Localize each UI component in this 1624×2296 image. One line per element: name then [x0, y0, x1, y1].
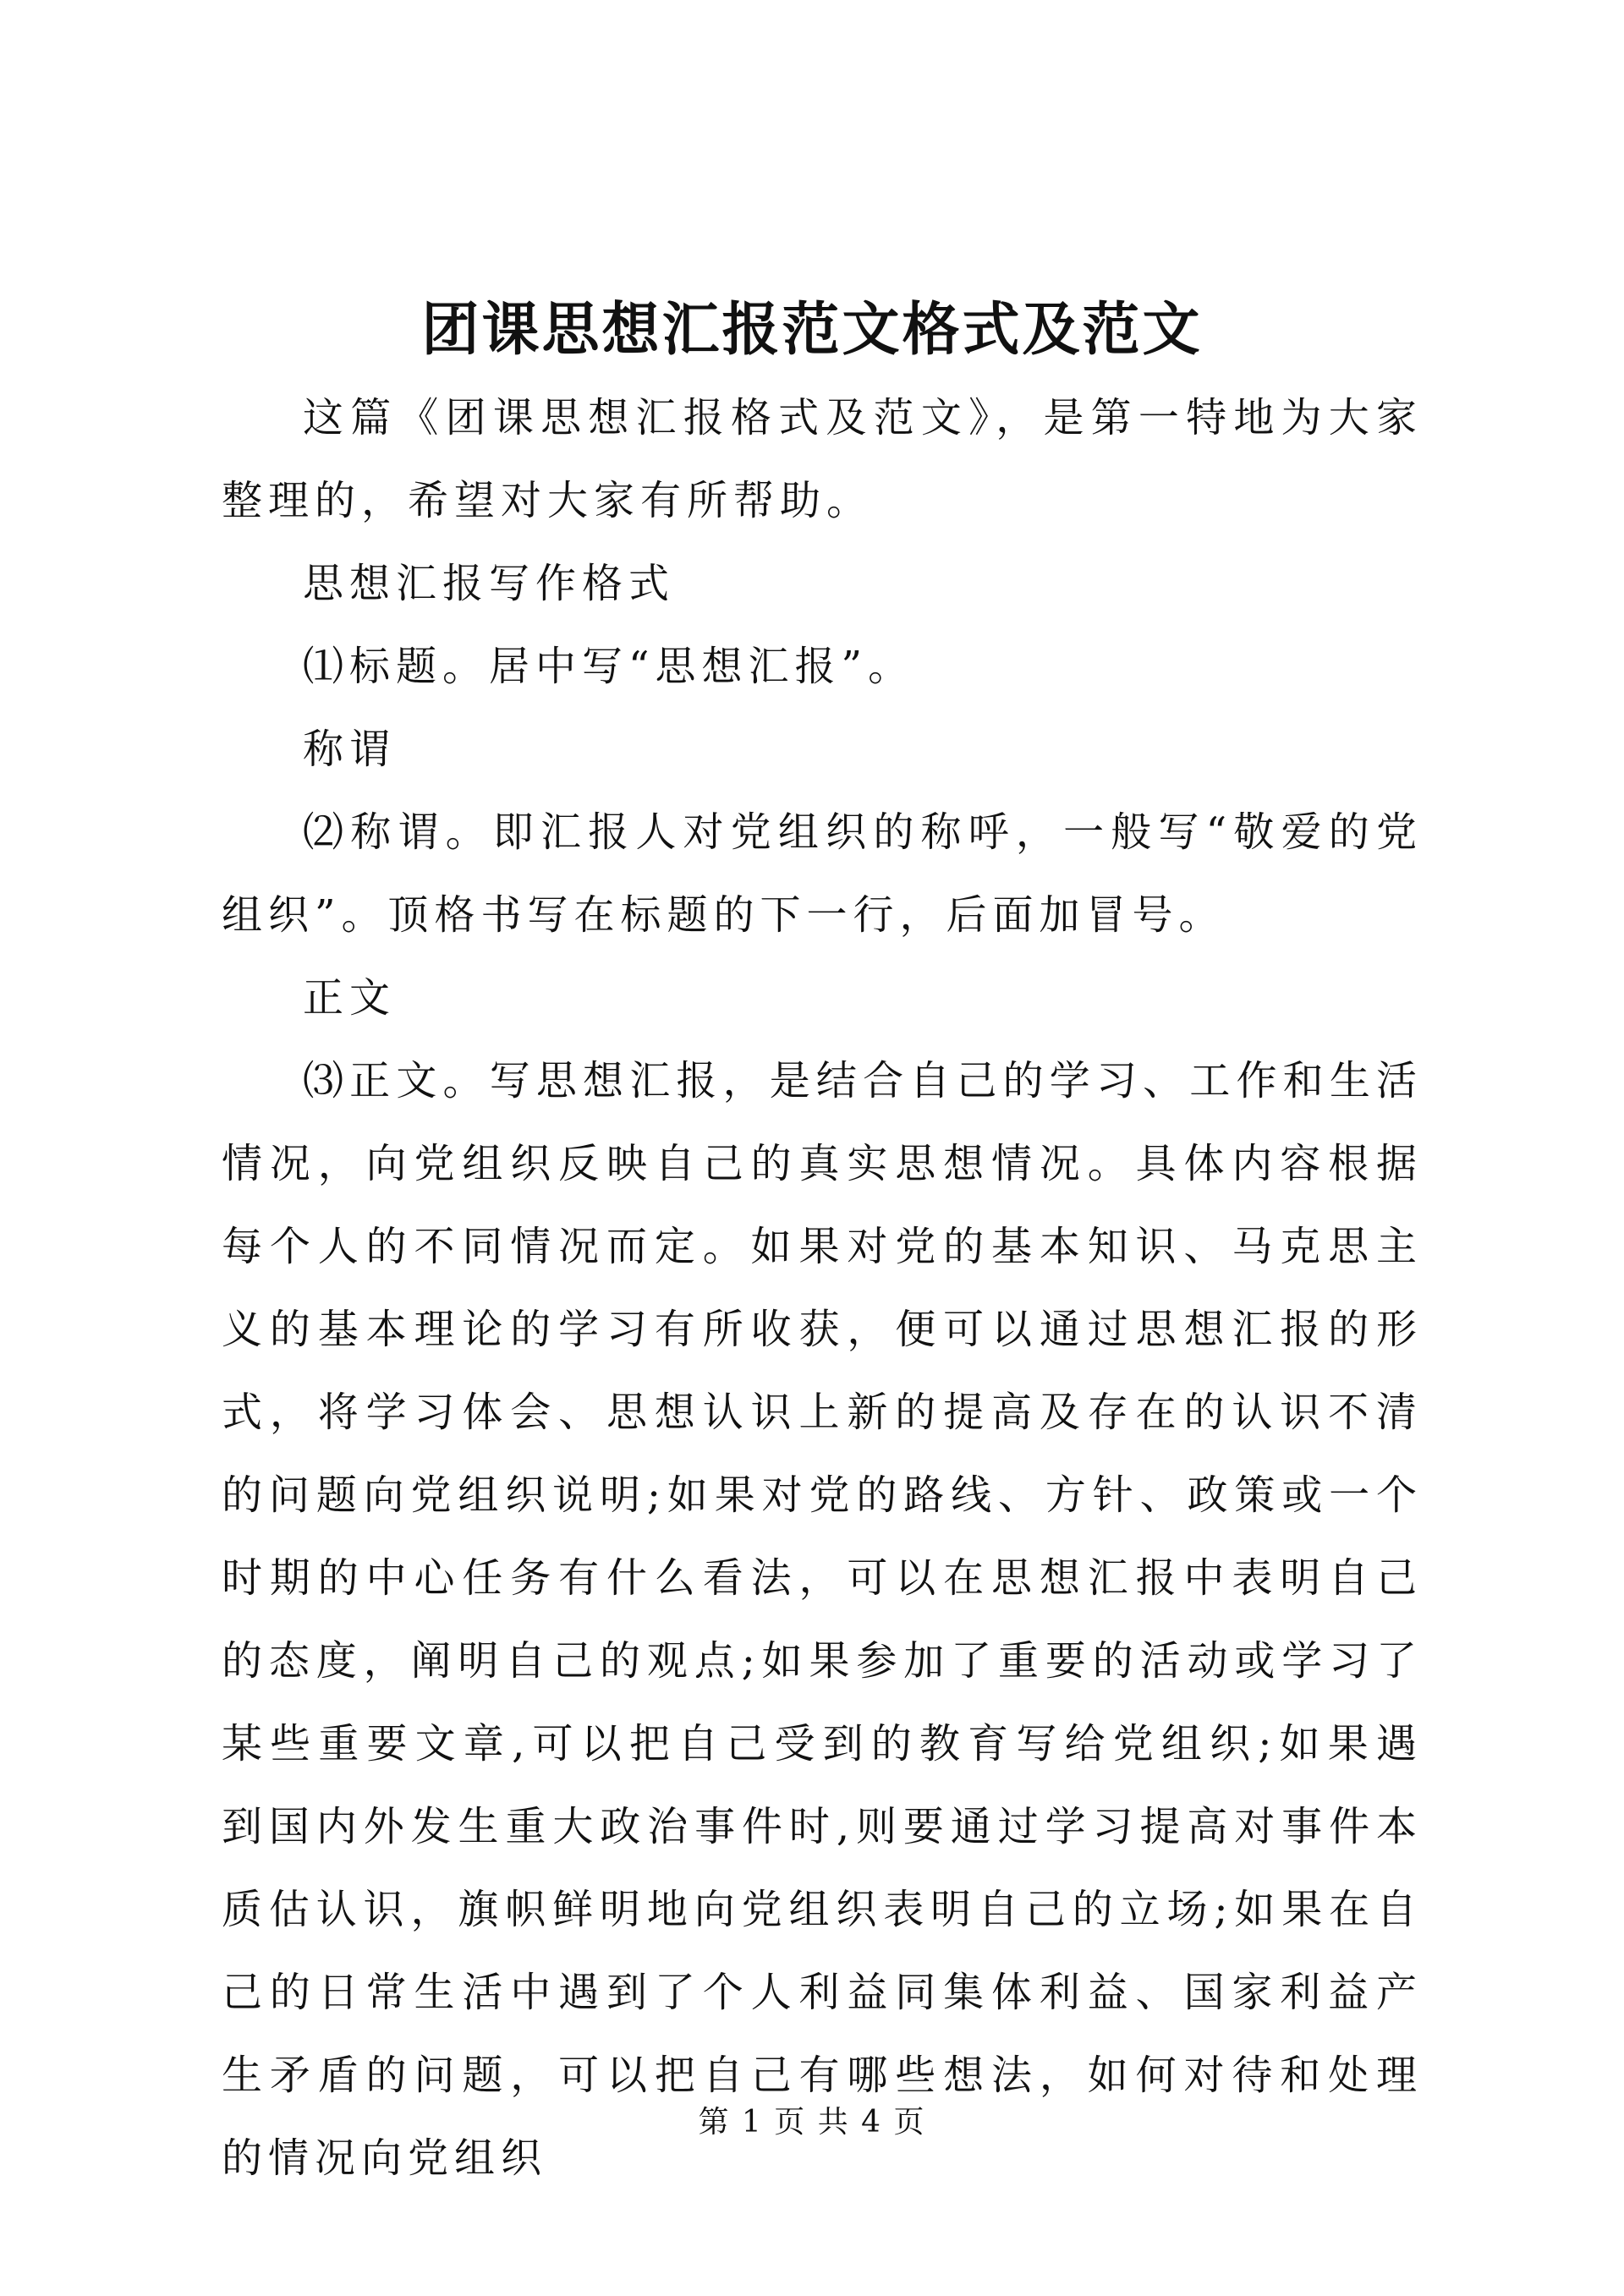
paragraph-title-rule: ⑴标题。居中写“思想汇报”。: [303, 643, 915, 690]
page-title: 团课思想汇报范文格式及范文: [421, 296, 1203, 364]
paragraph-salutation-heading: 称谓: [303, 726, 397, 773]
page-footer: 第 1 页 共 4 页: [698, 2105, 926, 2140]
paragraph-body-rule: ⑶正文。写思想汇报，是结合自己的学习、工作和生活情况，向党组织反映自己的真实思想情况。具体内容根据每个人的不同情况而定。如果对党的基本知识、马克思主义的基本理论的学习有所收获，便可以通过思想汇报的形式，将学习体会、思想认识上新的提高及存在的认识不清的问题向党组织说明;如果对党的路线、方针、政策或一个时期的中心任务有什么看法，可以在思想汇报中表明自己的态度，阐明自己的观点;如果参加了重要的活动或学习了某些重要文章,可以把自己受到的教育写给党组织;如果遇到国内外发生重大政治事件时,则要通过学习提高对事件本质估认识，旗帜鲜明地向党组织表明自己的立场;如果在自己的日常生活中遇到了个人利益同集体利益、国家利益产生矛盾的问题，可以把自己有哪些想法，如何对待和处理的情况向党组织: [222, 1057, 1423, 2182]
paragraph-format-heading: 思想汇报写作格式: [303, 560, 676, 607]
paragraph-salutation-rule: ⑵称谓。即汇报人对党组织的称呼，一般写“敬爱的党组织”。顶格书写在标题的下一行，后面加冒号。: [222, 808, 1423, 939]
paragraph-body-heading: 正文: [303, 974, 397, 1022]
paragraph-intro: 这篇《团课思想汇报格式及范文》，是第一特地为大家整理的，希望对大家有所帮助。: [222, 394, 1423, 524]
document-body: [222, 376, 1423, 2200]
